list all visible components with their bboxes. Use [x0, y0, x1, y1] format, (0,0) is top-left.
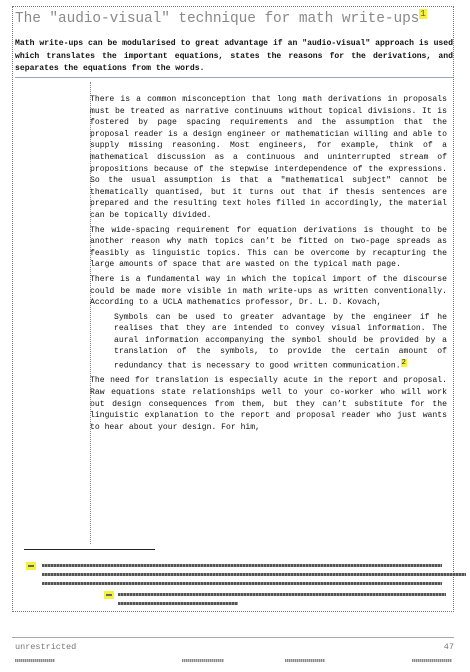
footnote-divider	[24, 549, 155, 550]
footer-classification: unrestricted	[15, 642, 77, 652]
footnote-text-line	[118, 602, 238, 605]
footer-stub	[285, 659, 325, 662]
title-footnote-marker[interactable]: 1	[420, 9, 426, 19]
body-paragraph: The wide-spacing requirement for equation derivations is thought to be another reason why math topics can’t be fitted on two-page spreads as feasibly as linguistic topics. This can be overcome by recapturing the large amounts of space that are wasted on the typical math page.	[90, 225, 447, 270]
footnote-text-line	[42, 573, 466, 576]
intro-divider	[15, 77, 453, 78]
footnote-marker-2	[104, 591, 114, 599]
block-quote	[114, 312, 447, 373]
page-title: The "audio-visual" technique for math write-ups$^1$	[15, 9, 426, 27]
footnote-text-line	[42, 564, 442, 567]
body-column	[90, 94, 447, 436]
footer-divider	[12, 637, 454, 638]
footnote-text-line	[42, 582, 442, 585]
quote-text: Symbols can be used to greater advantage by the engineer if he realises that they are intended to convey visual information. The aural information accompanying the symbol should be provided by a translation of the symbols, to provide the certain amount of redundancy that is necessary to good written communication.	[114, 312, 447, 371]
footnotes	[24, 560, 450, 608]
intro-summary: Math write-ups can be modularised to great advantage if an "audio-visual" approach is used which translates the important equations, states the reasons for the derivations, and separates the equations from the words.	[15, 39, 453, 74]
footer-stub	[15, 659, 55, 662]
footnote-text-line	[118, 593, 446, 596]
body-paragraph: There is a common misconception that long math derivations in proposals must be treated as narrative continuums without topical divisions. It is fostered by page spacing requirements and the assumption that the proposal reader is a design engineer or mathematician willing and able to supply missing reasoning. Most engineers, for example, think of a mathematical discussion as a continuous and uninterrupted stream of propositions because of the stepwise interdependence of the expressions. So the usual assumption is that a "mathematical subject" cannot be thematically quantised, but it turns out that if thesis sentences are prepared and the resulting text holes filled in accordingly, the material can be topically divided.	[90, 95, 447, 220]
body-paragraph: The need for translation is especially acute in the report and proposal. Raw equations state relationships well to your co-worker who will work out design consequences from them, but they can’t substitute for the linguistic explanation to the report and proposal reader who just wants to hear about your design. For him,	[90, 376, 447, 432]
footnote-marker-1	[26, 562, 36, 570]
body-paragraph: There is a fundamental way in which the topical import of the discourse could be made more visible in math write-ups as written conventionally. According to a UCLA mathematics professor, Dr. L. D. Kovach,	[90, 274, 447, 308]
page-number: 47	[443, 642, 454, 652]
quote-footnote-marker[interactable]: 2	[401, 359, 406, 368]
footer-stub	[182, 659, 224, 662]
footer-stub	[412, 659, 452, 662]
